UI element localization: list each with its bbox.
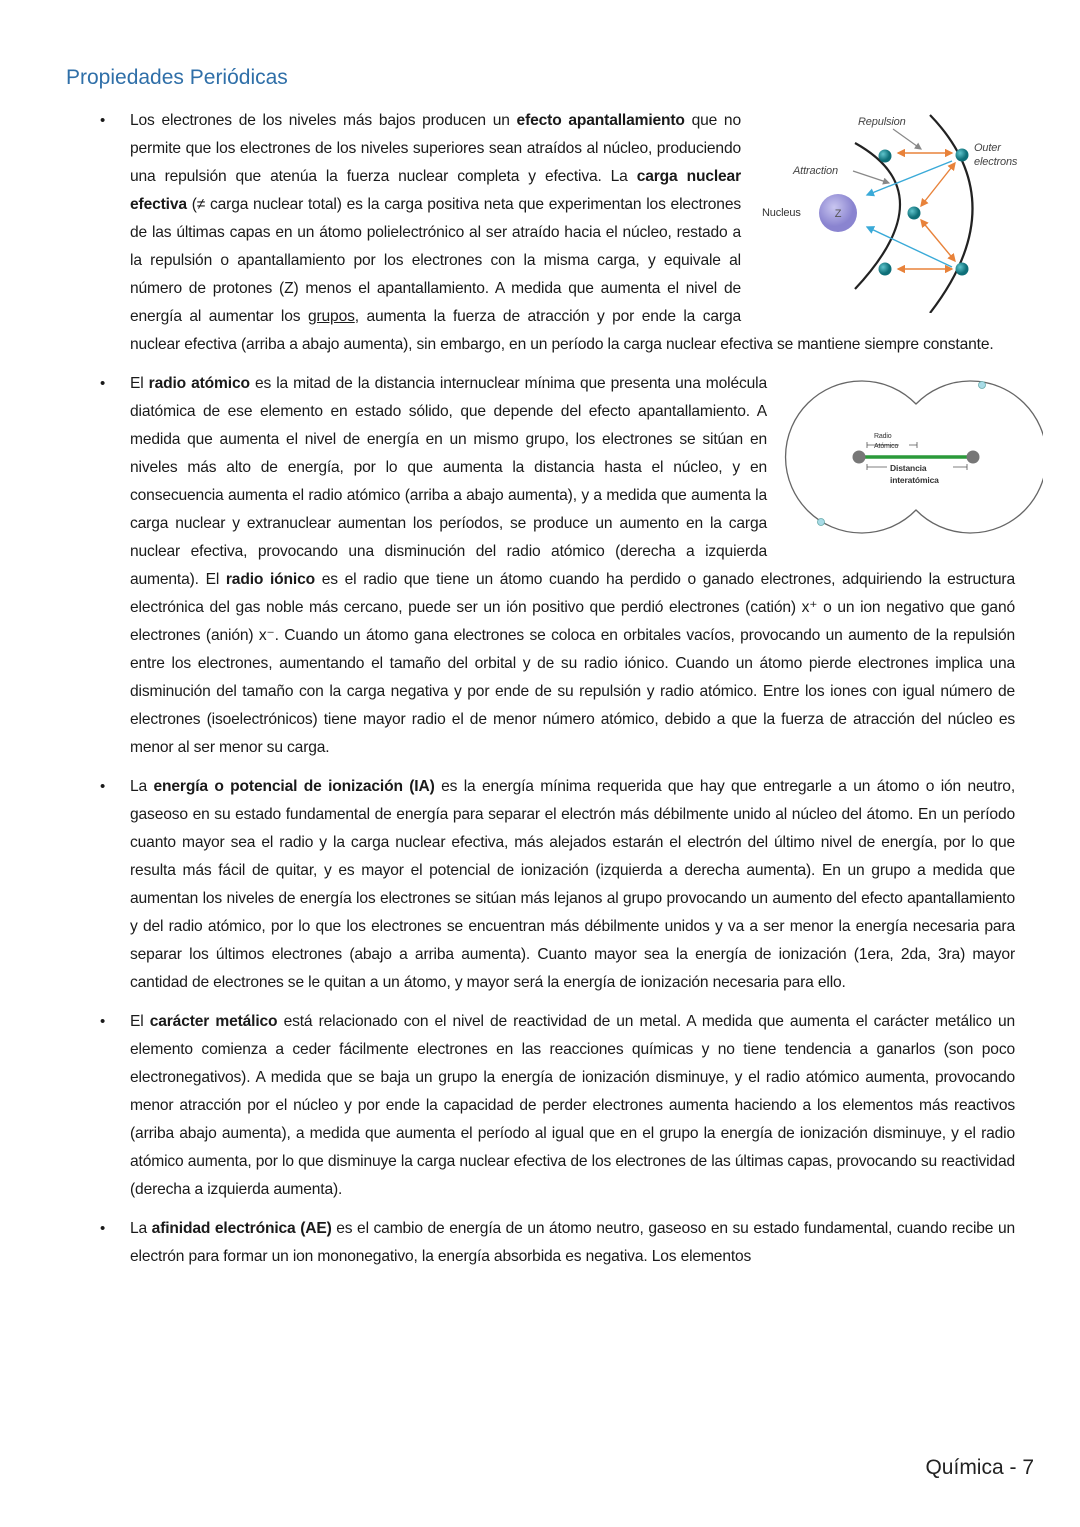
interatomic-distance-label: interatómica	[890, 475, 939, 485]
electron-icon	[879, 263, 892, 276]
atomic-radius-diagram	[781, 370, 1043, 542]
bullet-icon: •	[100, 112, 106, 129]
paragraph-text	[130, 778, 1015, 991]
atomic-radius-label: Radio	[874, 433, 892, 440]
repulsion-label: Repulsion	[858, 116, 906, 128]
electron-icon	[908, 207, 921, 220]
atom-nucleus-icon	[853, 451, 866, 464]
text-run: es el radio que tiene un átomo cuando ha perdido o ganado electrones, adquiriendo la estructura electrónica del gas noble más cercano, puede ser un ión positivo que perdió electrones (catión) x⁺ o un ion negativo que ganó electrones (anión) x⁻. Cuando un átomo gana electrones se coloca en orbitales vacíos, provocando un aumento de la repulsión entre los electrones, aumentando el tamaño del orbital y de su radio iónico. Cuando un átomo pierde electrones implica una disminución del tamaño con la carga negativa y por ende de su repulsión y radio atómico. Entre los iones con igual número de electrones (isoelectrónicos) tiene mayor radio el de menor número atómico, debido a que la fuerza de atracción del núcleo es menor al ser menor su carga.	[130, 571, 1015, 756]
text-run: Los electrones de los niveles más bajos producen un	[130, 112, 517, 129]
bullet-list	[100, 107, 1018, 1282]
text-run: La	[130, 1220, 152, 1237]
list-item-ionization-energy	[100, 773, 1015, 997]
bold-term: radio iónico	[225, 571, 316, 588]
outer-shell	[930, 115, 973, 313]
text-run: es la mitad de la distancia internuclear mínima que presenta una molécula diatómica de ese elemento en estado sólido, que depende del efecto apantallamiento. A medida que aumenta el nivel de energía en un mismo grupo, los electrones se sitúan en niveles más alto de energía, por lo que aumenta la distancia hasta el núcleo, y en consecuencia aumenta el radio atómico (arriba a abajo aumenta), y a medida que aumenta la carga nuclear y extranuclear aumentan los períodos, se produce un aumento en la carga nuclear efectiva, provocando una disminución del radio atómico (derecha a izquierda aumenta). El	[130, 375, 768, 588]
outer-electrons-label: electrons	[974, 156, 1018, 168]
bold-term: carga nuclear efectiva	[130, 168, 741, 213]
bullet-icon: •	[100, 375, 106, 392]
electron-icon	[956, 263, 969, 276]
text-run: (≠ carga nuclear total) es la carga positiva neta que experimentan los electrones de las últimas capas en un átomo polielectrónico al ser atraído hacia el núcleo, restado a la repulsión o apantallamiento por los electrones con la misma carga, y equivale al número de protones (Z) menos el apantallamiento. A medida que aumenta el nivel de energía al aumentar los	[130, 196, 741, 325]
bold-term: efecto apantallamiento	[516, 112, 685, 129]
bullet-icon: •	[100, 778, 106, 795]
bullet-icon: •	[100, 1220, 106, 1237]
bold-term: carácter metálico	[149, 1013, 278, 1030]
nucleus-label: Nucleus	[762, 207, 801, 219]
shielding-effect-diagram	[755, 103, 1030, 313]
atomic-radius-label: Atómico	[874, 443, 899, 450]
text-run: El	[130, 1013, 150, 1030]
text-run: que no permite que los electrones de los niveles superiores sean atraídos al núcleo, produciendo una repulsión que atenúa la fuerza nuclear completa y efectiva. La	[130, 112, 741, 185]
section-title: Propiedades Periódicas	[66, 66, 288, 89]
electron-icon	[879, 150, 892, 163]
attraction-label: Attraction	[793, 165, 838, 177]
text-run: es la energía mínima requerida que hay que entregarle a un átomo o ión neutro, gaseoso en su estado fundamental de energía para separar el electrón más débilmente unido al núcleo del átomo. En un período cuanto mayor sea el radio y la carga nuclear efectiva, más alejados estarán el electrón del último nivel de energía, por lo que resulta más fácil de quitar, y es mayor el potencial de ionización (izquierda a derecha aumenta). En un grupo a medida que aumentan los niveles de energía los electrones se sitúan más lejanos al grupo provocando un aumento del efecto apantallamiento y del radio atómico, por lo que los electrones se encuentran más débilmente unidos y va a ser menor la energía necesaria para separar los últimos electrones (abajo a arriba aumenta). Cuanto mayor sea la energía de ionización (1era, 2da, 3ra) mayor cantidad de electrones se le quitan a un átomo, y mayor será la energía de ionización necesaria para ello.	[130, 778, 1015, 991]
electron-icon	[956, 149, 969, 162]
list-item-shielding	[100, 107, 1018, 359]
text-run: , aumenta la fuerza de atracción y por ende la carga nuclear efectiva (arriba a abajo aumenta), sin embargo, en un período la carga nuclear efectiva se mantiene siempre constante.	[130, 308, 994, 353]
list-item-atomic-radius	[100, 370, 1015, 762]
electron-icon	[818, 519, 825, 526]
atom-nucleus-icon	[967, 451, 980, 464]
underlined-term: grupos	[307, 308, 355, 325]
bullet-icon: •	[100, 1013, 106, 1030]
paragraph-text	[130, 1013, 1015, 1198]
bold-term: afinidad electrónica (AE)	[151, 1220, 332, 1237]
paragraph-text	[130, 1220, 1015, 1265]
list-item-metallic-character	[100, 1008, 1016, 1204]
electron-icon	[979, 382, 986, 389]
outer-electrons-label: Outer	[974, 142, 1001, 154]
text-run: La	[130, 778, 154, 795]
text-run: está relacionado con el nivel de reactividad de un metal. A medida que aumenta el carácter metálico un elemento comienza a ceder fácilmente electrones en las reacciones químicas y no tiene tendencia a ganarlos (son poco electronegativos). A medida que se baja un grupo la energía de ionización disminuye, y el radio atómico aumenta, provocando menor atracción por el núcleo y por ende la capacidad de perder electrones aumenta haciendo a los elementos más reactivos (arriba abajo aumenta), a medida que aumenta el período al igual que en el grupo la energía de ionización disminuye, y el radio atómico aumenta, por lo que disminuye la carga nuclear efectiva de los electrones de las últimas capas, provocando su reactividad (derecha a izquierda aumenta).	[130, 1013, 1016, 1198]
list-item-electron-affinity	[100, 1215, 1015, 1271]
interatomic-distance-label: Distancia	[890, 463, 927, 473]
text-run: El	[130, 375, 149, 392]
bold-term: radio atómico	[148, 375, 250, 392]
page-footer: Química - 7	[925, 1456, 1034, 1479]
nucleus-z-label: Z	[834, 208, 842, 220]
inner-shell	[855, 143, 900, 289]
bold-term: energía o potencial de ionización (IA)	[153, 778, 435, 795]
text-run: es el cambio de energía de un átomo neutro, gaseoso en su estado fundamental, cuando recibe un electrón para formar un ion mononegativo, la energía absorbida es negativa. Los elementos	[130, 1220, 1015, 1265]
